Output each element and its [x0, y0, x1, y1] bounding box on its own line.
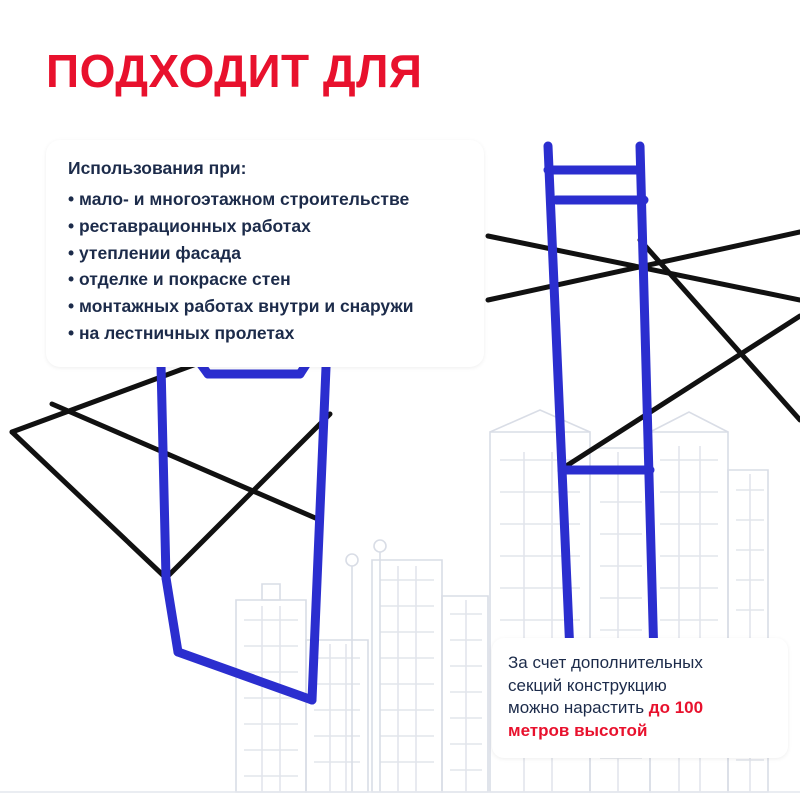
list-item: • монтажных работах внутри и снаружи — [68, 296, 414, 317]
note-line-3-accent: до 100 — [648, 698, 704, 718]
height-note-text — [508, 652, 772, 742]
page-title: ПОДХОДИТ ДЛЯ — [46, 45, 423, 97]
usage-list-card — [46, 140, 484, 367]
height-note-card — [492, 638, 788, 758]
list-item: • реставрационных работах — [68, 215, 311, 236]
note-line-3-plain: можно нарастить — [508, 698, 649, 718]
list-item: • на лестничных пролетах — [68, 322, 295, 343]
note-line-2: секций конструкцию — [508, 675, 667, 695]
usage-list — [68, 186, 462, 347]
list-item: • отделке и покраске стен — [68, 269, 291, 290]
list-item: • утеплении фасада — [68, 242, 241, 263]
note-line-4-accent: метров высотой — [508, 720, 648, 740]
note-line-1: За счет дополнительных — [508, 653, 703, 672]
usage-list-lead: Использования при: — [68, 158, 247, 178]
list-item: • мало- и многоэтажном строительстве — [68, 189, 410, 209]
